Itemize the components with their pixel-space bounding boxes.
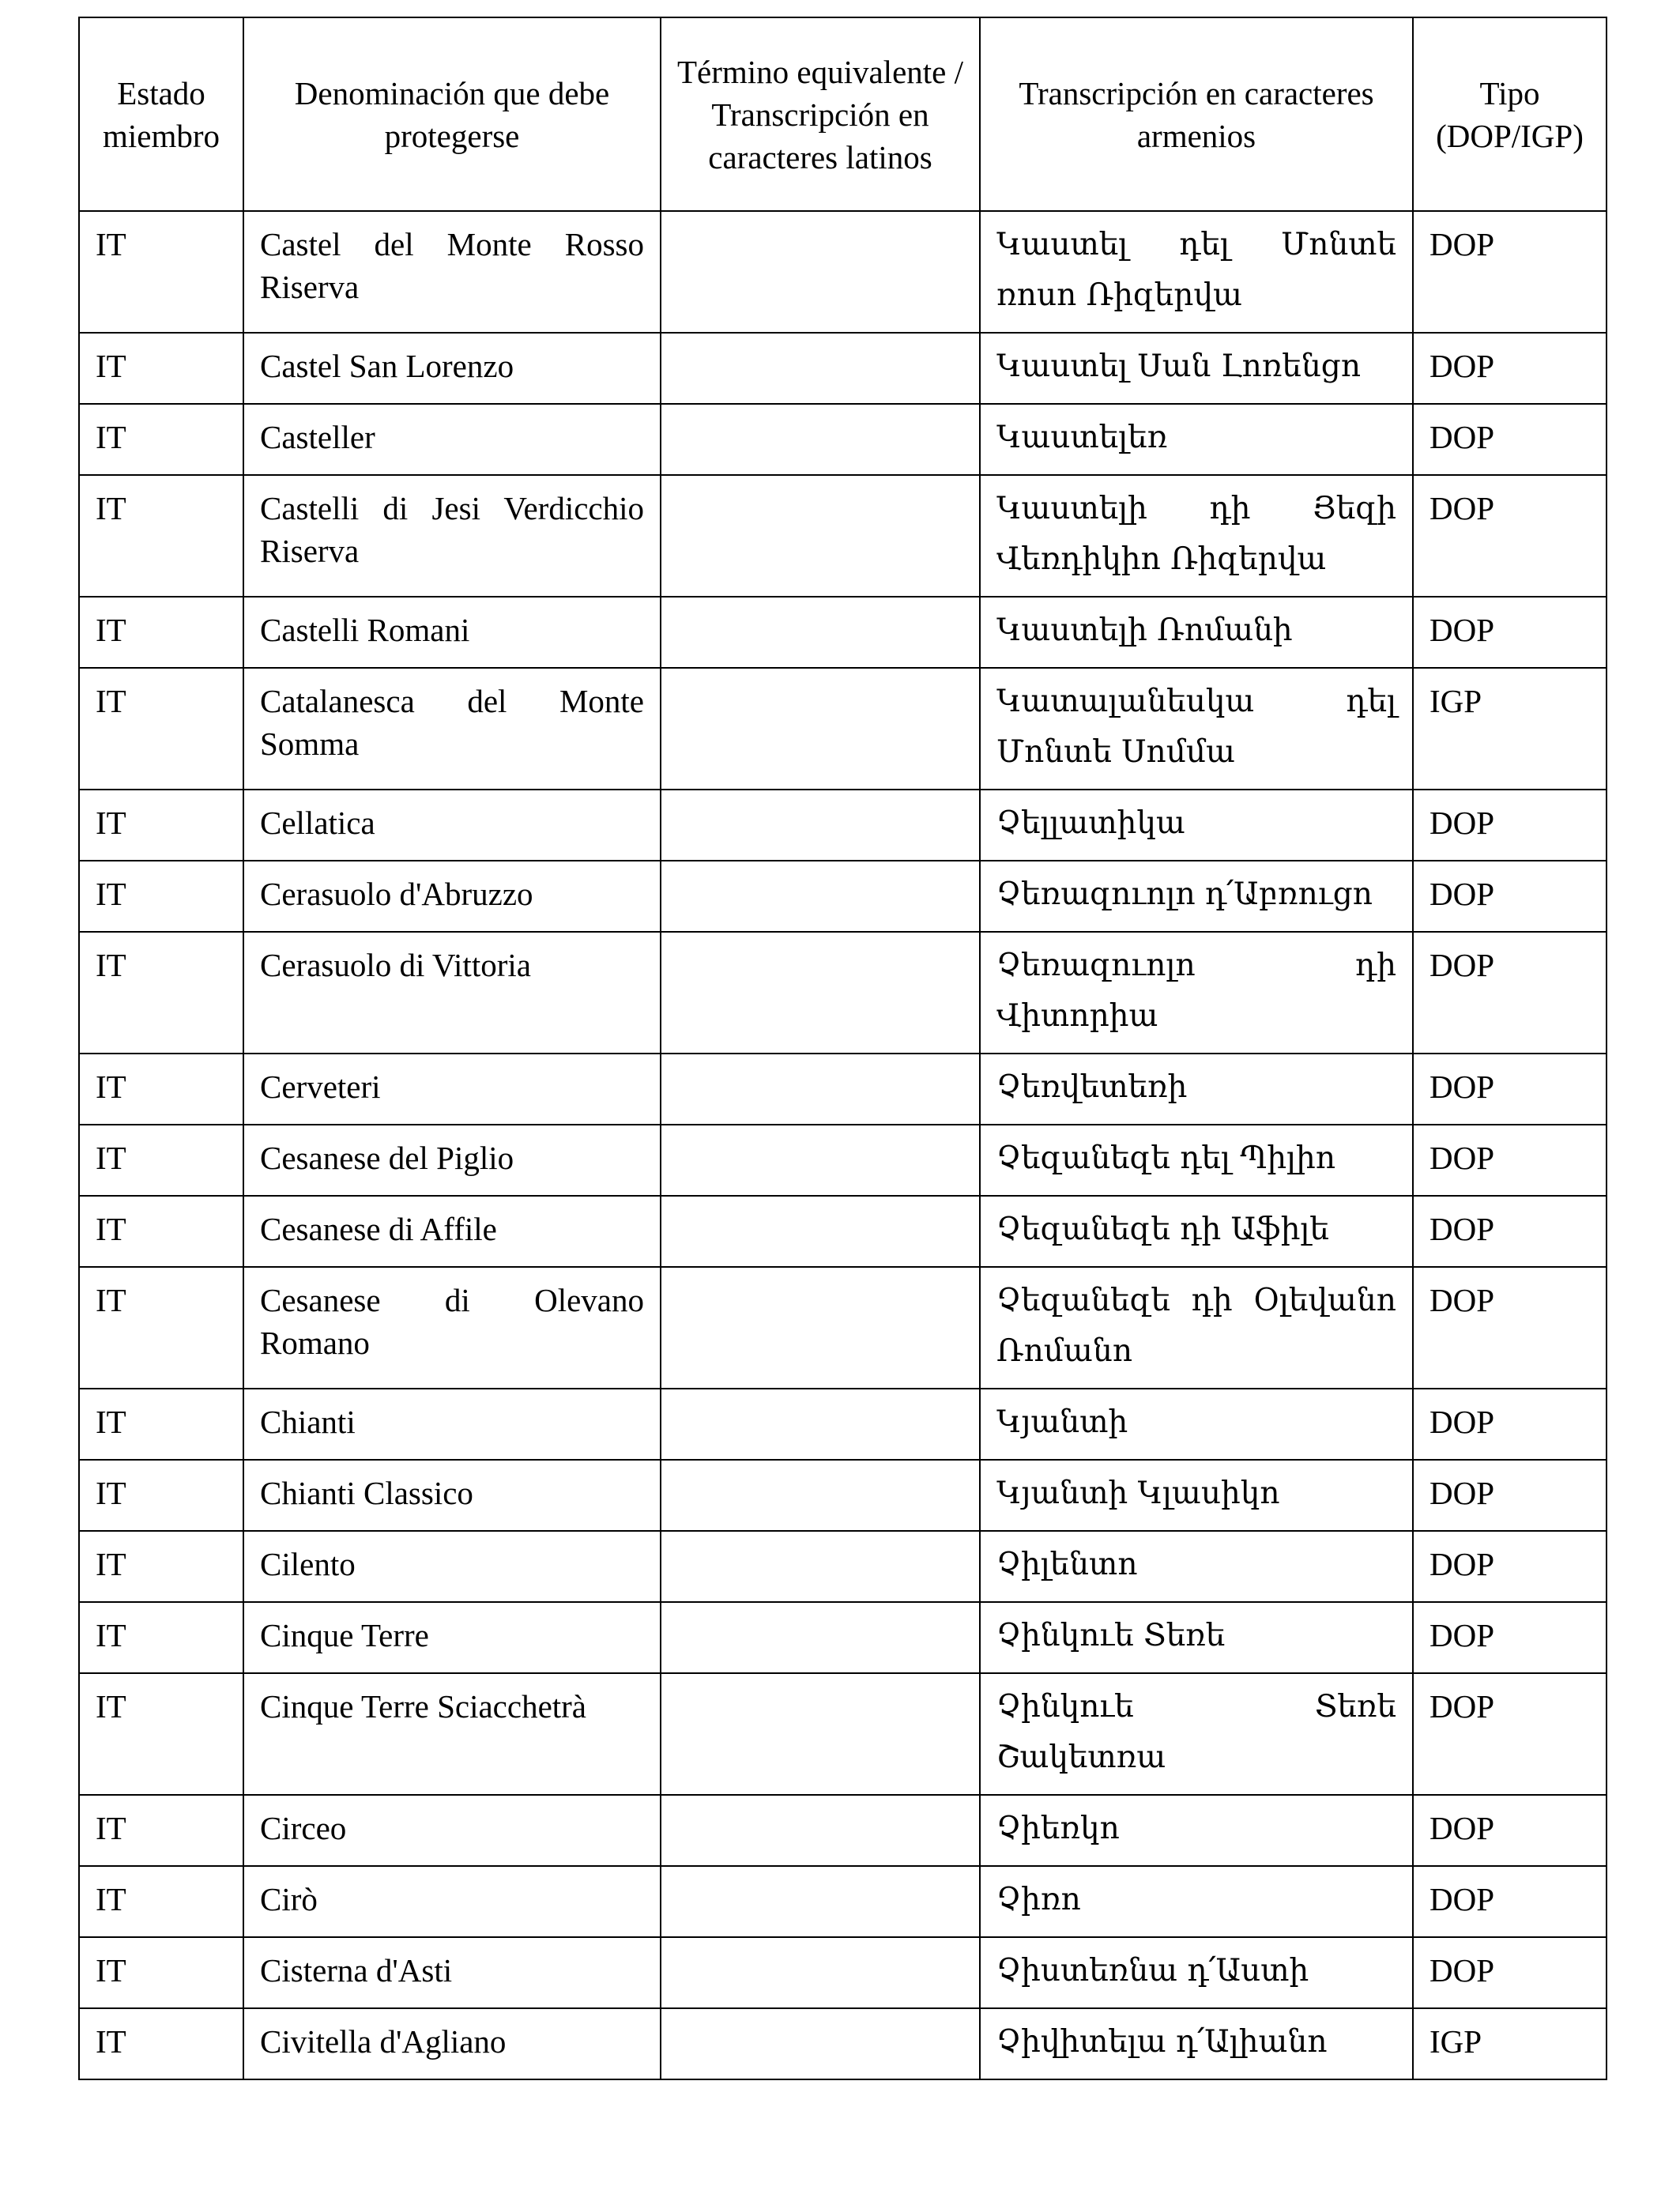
cell-equivalent-term: [661, 1673, 980, 1795]
table-row: [79, 668, 1607, 790]
cell-type: DOP: [1413, 597, 1607, 668]
cell-member-state: IT: [79, 404, 243, 475]
cell-member-state: IT: [79, 1267, 243, 1389]
cell-armenian-transcription: Չեռվետեռի: [980, 1054, 1413, 1125]
cell-armenian-transcription: Չեզանեզե դել Պիլիո: [980, 1125, 1413, 1196]
cell-denomination: Circeo: [243, 1795, 661, 1866]
cell-denomination: Cesanese del Piglio: [243, 1125, 661, 1196]
cell-equivalent-term: [661, 932, 980, 1054]
cell-equivalent-term: [661, 597, 980, 668]
cell-denomination: Castelli Romani: [243, 597, 661, 668]
cell-denomination: Cinque Terre Sciacchetrà: [243, 1673, 661, 1795]
cell-type: DOP: [1413, 861, 1607, 932]
cell-member-state: IT: [79, 211, 243, 333]
cell-type: IGP: [1413, 668, 1607, 790]
table-row: [79, 790, 1607, 861]
cell-equivalent-term: [661, 668, 980, 790]
header-armenian-transcription: Transcripción en caracteres armenios: [980, 17, 1413, 211]
cell-member-state: IT: [79, 932, 243, 1054]
cell-type: DOP: [1413, 1196, 1607, 1267]
cell-equivalent-term: [661, 1602, 980, 1673]
cell-equivalent-term: [661, 1125, 980, 1196]
table-row: [79, 1389, 1607, 1460]
table-row: [79, 1602, 1607, 1673]
cell-member-state: IT: [79, 475, 243, 597]
pdo-denominations-table: [78, 17, 1607, 2080]
cell-denomination: Cerasuolo d'Abruzzo: [243, 861, 661, 932]
cell-member-state: IT: [79, 1389, 243, 1460]
cell-member-state: IT: [79, 1795, 243, 1866]
cell-member-state: IT: [79, 2008, 243, 2079]
cell-denomination: Chianti: [243, 1389, 661, 1460]
cell-type: DOP: [1413, 1389, 1607, 1460]
cell-type: DOP: [1413, 1602, 1607, 1673]
cell-armenian-transcription: Չեզանեզե դի Աֆիլե: [980, 1196, 1413, 1267]
table-row: [79, 211, 1607, 333]
header-type: Tipo (DOP/IGP): [1413, 17, 1607, 211]
cell-armenian-transcription: Կաստելի դի Յեզի Վեռդիկիո Ռիզերվա: [980, 475, 1413, 597]
cell-denomination: Cilento: [243, 1531, 661, 1602]
header-member-state: Estado miembro: [79, 17, 243, 211]
cell-member-state: IT: [79, 1602, 243, 1673]
cell-armenian-transcription: Կատալանեսկա դել Մոնտե Սոմմա: [980, 668, 1413, 790]
cell-member-state: IT: [79, 1196, 243, 1267]
cell-equivalent-term: [661, 1389, 980, 1460]
cell-equivalent-term: [661, 790, 980, 861]
cell-equivalent-term: [661, 1460, 980, 1531]
table-body: [79, 211, 1607, 2079]
cell-type: DOP: [1413, 1267, 1607, 1389]
cell-armenian-transcription: Չիստեռնա դ՛Աստի: [980, 1937, 1413, 2008]
cell-member-state: IT: [79, 597, 243, 668]
cell-armenian-transcription: Կյանտի: [980, 1389, 1413, 1460]
cell-armenian-transcription: Չիռո: [980, 1866, 1413, 1937]
cell-armenian-transcription: Չելլատիկա: [980, 790, 1413, 861]
cell-equivalent-term: [661, 1795, 980, 1866]
cell-member-state: IT: [79, 1125, 243, 1196]
cell-armenian-transcription: Չեռազուոլո դի Վիտորիա: [980, 932, 1413, 1054]
cell-type: DOP: [1413, 1054, 1607, 1125]
table-row: [79, 475, 1607, 597]
cell-type: DOP: [1413, 333, 1607, 404]
cell-denomination: Castel San Lorenzo: [243, 333, 661, 404]
header-denomination: Denominación que debe protegerse: [243, 17, 661, 211]
table-header: [79, 17, 1607, 211]
table-row: [79, 404, 1607, 475]
cell-type: DOP: [1413, 1673, 1607, 1795]
header-equivalent-term: Término equivalente / Transcripción en caracteres latinos: [661, 17, 980, 211]
table-row: [79, 1196, 1607, 1267]
cell-type: DOP: [1413, 1125, 1607, 1196]
table-row: [79, 861, 1607, 932]
table-row: [79, 1673, 1607, 1795]
cell-denomination: Cerasuolo di Vittoria: [243, 932, 661, 1054]
table-row: [79, 1531, 1607, 1602]
header-row: [79, 17, 1607, 211]
cell-armenian-transcription: Չիեռկո: [980, 1795, 1413, 1866]
cell-armenian-transcription: Կաստելի Ռոմանի: [980, 597, 1413, 668]
cell-equivalent-term: [661, 211, 980, 333]
cell-member-state: IT: [79, 1673, 243, 1795]
cell-armenian-transcription: Չինկուե Տեռե: [980, 1602, 1413, 1673]
table-row: [79, 1937, 1607, 2008]
table-row: [79, 597, 1607, 668]
cell-member-state: IT: [79, 1937, 243, 2008]
table-row: [79, 1460, 1607, 1531]
cell-member-state: IT: [79, 790, 243, 861]
cell-member-state: IT: [79, 1531, 243, 1602]
cell-armenian-transcription: Կաստել Սան Լոռենցո: [980, 333, 1413, 404]
cell-equivalent-term: [661, 1937, 980, 2008]
cell-denomination: Cirò: [243, 1866, 661, 1937]
table-row: [79, 1795, 1607, 1866]
cell-denomination: Chianti Classico: [243, 1460, 661, 1531]
cell-equivalent-term: [661, 1196, 980, 1267]
cell-type: DOP: [1413, 404, 1607, 475]
cell-armenian-transcription: Չեզանեզե դի Օլեվանո Ռոմանո: [980, 1267, 1413, 1389]
cell-type: DOP: [1413, 1460, 1607, 1531]
cell-equivalent-term: [661, 2008, 980, 2079]
cell-denomination: Cinque Terre: [243, 1602, 661, 1673]
cell-member-state: IT: [79, 861, 243, 932]
cell-member-state: IT: [79, 668, 243, 790]
table-row: [79, 1125, 1607, 1196]
cell-denomination: Catalanesca del Monte Somma: [243, 668, 661, 790]
cell-type: DOP: [1413, 1866, 1607, 1937]
cell-denomination: Civitella d'Agliano: [243, 2008, 661, 2079]
cell-type: DOP: [1413, 1795, 1607, 1866]
cell-equivalent-term: [661, 1866, 980, 1937]
cell-equivalent-term: [661, 475, 980, 597]
cell-equivalent-term: [661, 1267, 980, 1389]
cell-type: IGP: [1413, 2008, 1607, 2079]
cell-member-state: IT: [79, 333, 243, 404]
cell-denomination: Cesanese di Olevano Romano: [243, 1267, 661, 1389]
cell-armenian-transcription: Չինկուե Տեռե Շակետռա: [980, 1673, 1413, 1795]
cell-denomination: Cisterna d'Asti: [243, 1937, 661, 2008]
cell-denomination: Cerveteri: [243, 1054, 661, 1125]
table-row: [79, 1866, 1607, 1937]
cell-equivalent-term: [661, 861, 980, 932]
cell-type: DOP: [1413, 1531, 1607, 1602]
cell-member-state: IT: [79, 1866, 243, 1937]
cell-equivalent-term: [661, 1531, 980, 1602]
cell-equivalent-term: [661, 1054, 980, 1125]
cell-armenian-transcription: Կաստելեռ: [980, 404, 1413, 475]
cell-armenian-transcription: Կաստել դել Մոնտե ռոսո Ռիզերվա: [980, 211, 1413, 333]
cell-denomination: Cesanese di Affile: [243, 1196, 661, 1267]
table-row: [79, 333, 1607, 404]
cell-equivalent-term: [661, 404, 980, 475]
cell-armenian-transcription: Չեռազուոլո դ՛Աբռուցո: [980, 861, 1413, 932]
cell-armenian-transcription: Չիվիտելա դ՛Ալիանո: [980, 2008, 1413, 2079]
cell-member-state: IT: [79, 1460, 243, 1531]
cell-denomination: Cellatica: [243, 790, 661, 861]
cell-member-state: IT: [79, 1054, 243, 1125]
cell-type: DOP: [1413, 211, 1607, 333]
cell-type: DOP: [1413, 932, 1607, 1054]
cell-denomination: Castelli di Jesi Verdicchio Riserva: [243, 475, 661, 597]
cell-type: DOP: [1413, 475, 1607, 597]
cell-type: DOP: [1413, 1937, 1607, 2008]
table-row: [79, 2008, 1607, 2079]
cell-armenian-transcription: Կյանտի Կլասիկո: [980, 1460, 1413, 1531]
cell-denomination: Casteller: [243, 404, 661, 475]
cell-armenian-transcription: Չիլենտո: [980, 1531, 1413, 1602]
cell-denomination: Castel del Monte Rosso Riserva: [243, 211, 661, 333]
table-row: [79, 1054, 1607, 1125]
cell-equivalent-term: [661, 333, 980, 404]
cell-type: DOP: [1413, 790, 1607, 861]
table-row: [79, 932, 1607, 1054]
table-row: [79, 1267, 1607, 1389]
